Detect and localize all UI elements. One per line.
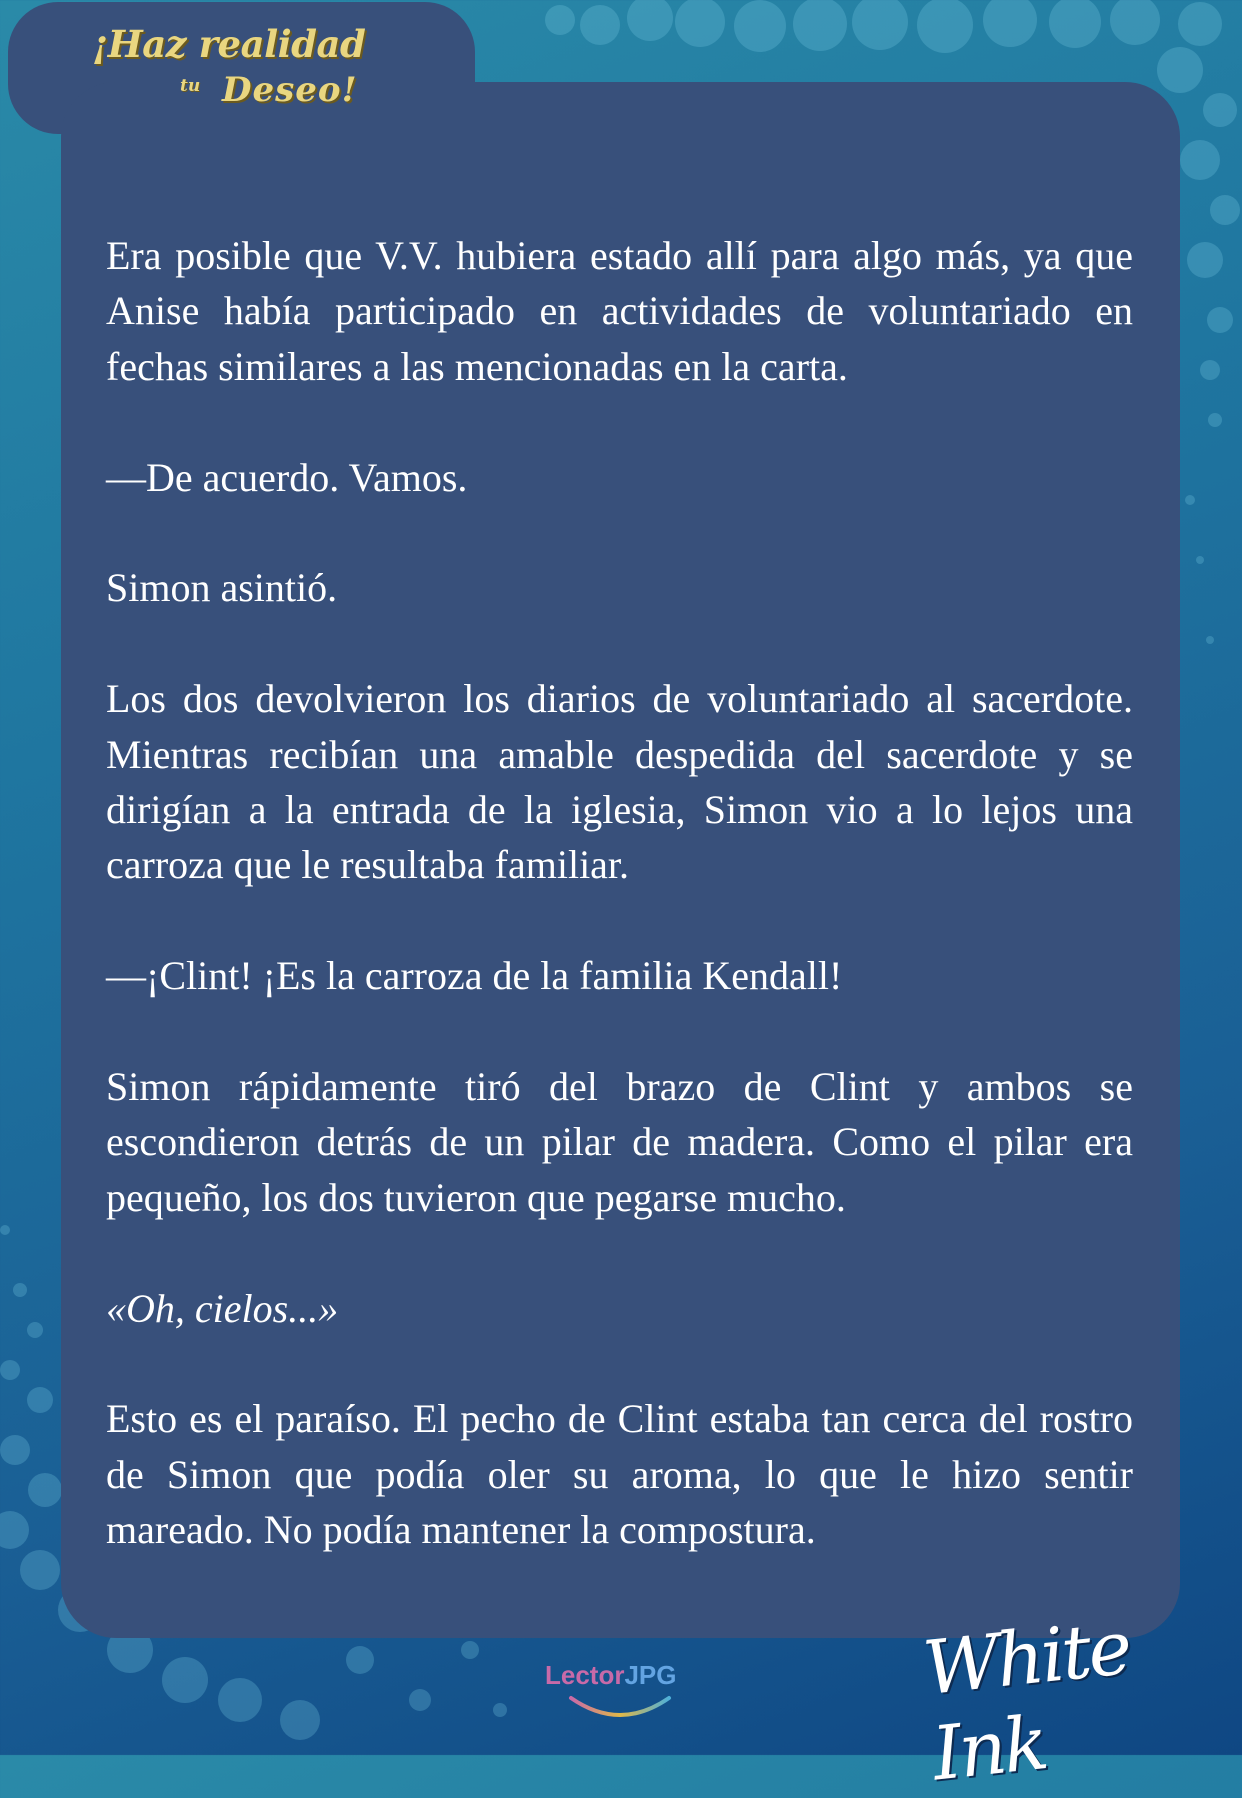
paragraph-thought: «Oh, cielos...» [106,1285,339,1331]
logo-line3: Deseo! [222,70,358,110]
background-dot [580,5,620,45]
background-dot [1178,2,1222,46]
background-dot [280,1700,320,1740]
white-ink-signature: White Ink [919,1604,1134,1798]
paragraph: Era posible que V.V. hubiera estado allí para algo más, ya que Anise había participado en actividades de voluntariado en fechas similares a las mencionadas en la carta. [106,233,1133,389]
paragraph: Los dos devolvieron los diarios de voluntariado al sacerdote. Mientras recibían una amable despedida del sacerdote y se dirigían a la entrada de la iglesia, Simon vio a lo lejos una carroza que le resultaba familiar. [106,676,1133,888]
lectorjpg-watermark [545,1660,695,1740]
smile-arc-icon [565,1692,675,1722]
background-dot [0,1511,29,1549]
background-dot [734,0,786,52]
background-dot [627,0,673,41]
paragraph: —De acuerdo. Vamos. [106,454,468,500]
background-dot [917,0,973,53]
background-dot [545,5,575,35]
logo-line2: tu [180,76,201,96]
background-dot [493,1703,507,1717]
background-dot [1203,93,1237,127]
background-dot [1207,307,1233,333]
background-dot [1180,140,1220,180]
paragraph: —¡Clint! ¡Es la carroza de la familia Kendall! [106,953,843,999]
background-dot [1208,413,1222,427]
background-dot [1110,0,1160,45]
story-text [106,228,1133,1613]
background-dot [409,1689,431,1711]
background-dot [852,0,908,50]
background-dot [218,1678,262,1722]
background-dot [1206,636,1214,644]
background-dot [28,1473,62,1507]
logo [92,14,382,124]
background-dot [0,1360,20,1380]
background-dot [1196,556,1204,564]
paragraph: Esto es el paraíso. El pecho de Clint estaba tan cerca del rostro de Simon que podía oler su aroma, lo que le hizo sentir mareado. No podía mantener la compostura. [106,1396,1133,1553]
background-dot [1210,195,1240,225]
background-dot [0,1225,10,1235]
background-dot [675,0,725,47]
background-dot [20,1550,60,1590]
background-dot [27,1387,53,1413]
background-dot [1157,47,1203,93]
background-dot [983,0,1037,47]
paragraph: Simon rápidamente tiró del brazo de Clint y ambos se escondieron detrás de un pilar de madera. Como el pilar era pequeño, los dos tuvieron que pegarse mucho. [106,1064,1133,1220]
watermark-part2: JPG [624,1660,677,1690]
background-dot [0,1435,30,1465]
logo-line1: ¡Haz realidad [92,22,366,66]
background-dot [1185,495,1195,505]
background-dot [13,1283,27,1297]
background-dot [1200,360,1220,380]
background-dot [162,1657,208,1703]
background-dot [461,1641,479,1659]
background-dot [27,1322,43,1338]
background-dot [1049,0,1101,48]
background-dot [793,0,847,51]
watermark-part1: Lector [545,1660,625,1690]
background-dot [1187,242,1223,278]
background-dot [346,1646,374,1674]
paragraph: Simon asintió. [106,565,338,611]
